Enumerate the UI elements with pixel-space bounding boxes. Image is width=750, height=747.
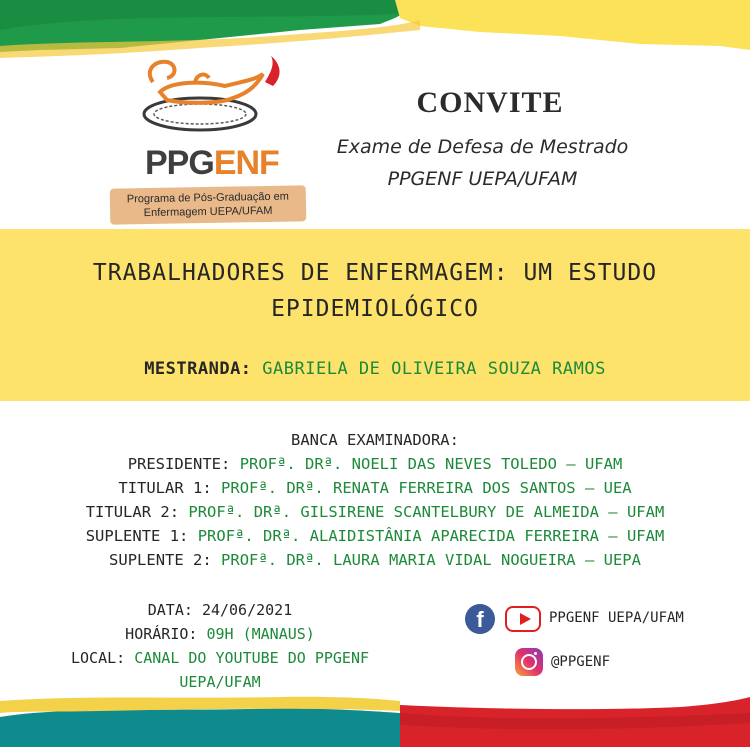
mestranda-label: MESTRANDA: — [144, 359, 252, 379]
page-title: CONVITE — [416, 86, 564, 119]
event-place: LOCAL: CANAL DO YOUTUBE DO PPGENF — [70, 649, 370, 667]
banca-member: TITULAR 1: PROFª. DRª. RENATA FERREIRA DOS SANTOS – UEA — [118, 479, 632, 497]
top-brush-stroke — [0, 0, 750, 60]
thesis-title: TRABALHADORES DE ENFERMAGEM: UM ESTUDO EPIDEMIOLÓGICO — [92, 260, 658, 322]
mestranda-name: GABRIELA DE OLIVEIRA SOUZA RAMOS — [262, 359, 606, 379]
banca-member: PRESIDENTE: PROFª. DRª. NOELI DAS NEVES TOLEDO – UFAM — [127, 455, 623, 473]
event-time: HORÁRIO: 09H (MANAUS) — [125, 625, 315, 643]
logo-wordmark: PPGENF — [145, 144, 279, 182]
social-handle-instagram[interactable]: @PPGENF — [551, 654, 611, 670]
event-place-cont: UEPA/UFAM — [179, 673, 261, 691]
social-links — [465, 600, 705, 690]
banca-examinadora — [30, 428, 720, 572]
youtube-icon[interactable] — [505, 606, 541, 632]
banca-member: TITULAR 2: PROFª. DRª. GILSIRENE SCANTELBURY DE ALMEIDA – UFAM — [85, 503, 665, 521]
lamp-icon — [105, 52, 310, 152]
event-date: DATA: 24/06/2021 — [147, 601, 293, 619]
social-handle-facebook-youtube[interactable]: PPGENF UEPA/UFAM — [549, 610, 684, 626]
facebook-icon[interactable]: f — [465, 604, 495, 634]
mestranda-line — [40, 359, 710, 379]
banca-member: SUPLENTE 2: PROFª. DRª. LAURA MARIA VIDAL NOGUEIRA – UEPA — [109, 551, 641, 569]
event-info — [70, 598, 370, 694]
logo-banner: Programa de Pós-Graduação em Enfermagem UEPA/UFAM — [110, 185, 307, 224]
bottom-brush-stroke — [0, 687, 750, 747]
page-subtitle-program: PPGENF UEPA/UFAM — [387, 168, 578, 190]
banca-heading: BANCA EXAMINADORA: — [291, 431, 459, 449]
banca-member: SUPLENTE 1: PROFª. DRª. ALAIDISTÂNIA APARECIDA FERREIRA – UFAM — [85, 527, 665, 545]
ppgenf-logo — [105, 52, 310, 224]
instagram-icon[interactable] — [515, 648, 543, 676]
page-subtitle: Exame de Defesa de Mestrado — [336, 136, 629, 158]
